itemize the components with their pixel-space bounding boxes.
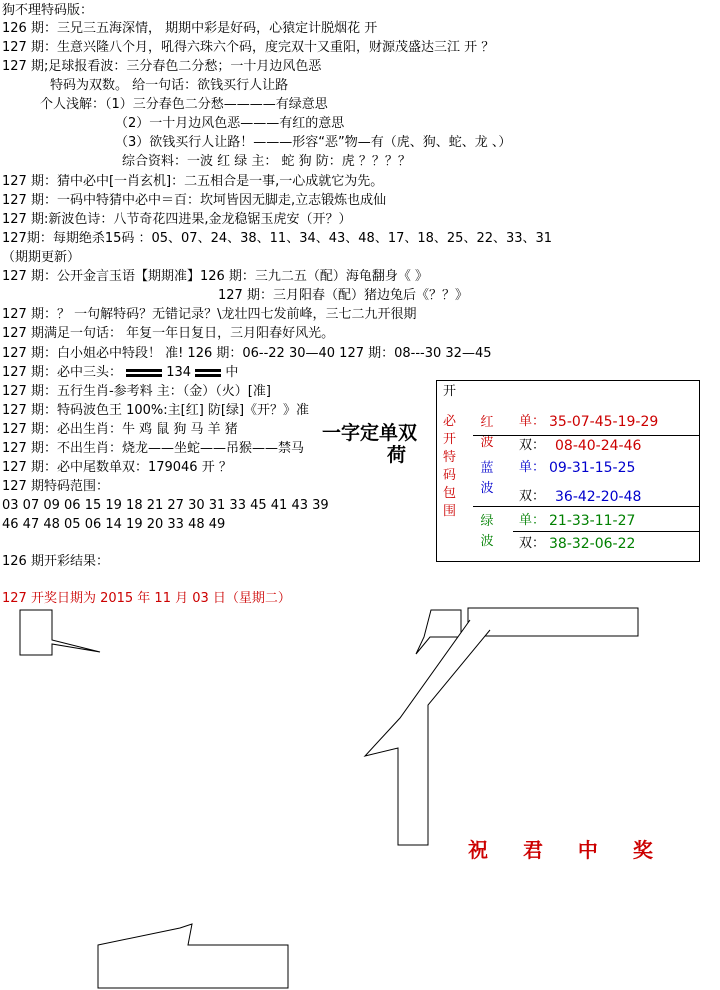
wave-char: 波 [480,534,494,549]
big-headline-2: 荷 [387,444,407,466]
text-line: 127 期：必出生肖：牛 鸡 鼠 狗 马 羊 猪 [2,422,238,437]
page-title: 狗不理特码版： [2,3,94,18]
red-shuang-numbers: 08-40-24-46 [555,438,642,454]
text-line: 127 期满足一句话： 年复一年日复日，三月阳春好风光。 [2,326,335,341]
caption-char: 码 [443,468,457,483]
banner-box [468,608,638,636]
big-headline: 一字定单双 [322,422,418,444]
text-line: 127 期：五行生肖-参考料 主：（金）（火）[准] [2,384,271,399]
text-line: 127 期：不出生肖：烧龙——坐蛇——吊猴——禁马 [2,441,304,456]
caption-char: 包 [443,486,457,501]
text-line: 126 期开彩结果： [2,554,109,569]
caption-char: 特 [443,450,457,465]
text-line: 127 期：？ 一句解特码？无错记录？\龙壮四七发前峰，三七二九开很期 [2,307,417,322]
open-label: 开 [443,384,457,399]
caption-char: 开 [443,432,457,447]
dan-label: 单： [519,414,546,429]
text-line: 127 期：三月阳春（配）猪边兔后《？？》 [218,288,468,303]
text-fragment: 134 [166,365,192,380]
caption-char: 必 [443,414,457,429]
text-line: 个人浅解：（1）三分春色二分愁————有绿意思 [40,97,328,112]
number-range: 46 47 48 05 06 14 19 20 33 48 49 [2,517,226,532]
blue-shuang-numbers: 36-42-20-48 [555,489,642,505]
text-line: （2）一十月边风色恶———有红的意思 [115,116,345,131]
text-line: 127期：每期绝杀15码 ：05、07、24、38、11、34、43、48、17、18、25、22、33、31 [2,231,553,246]
text-line: 127 期：生意兴隆八个月，吼得六珠六个码，度完双十又重阳，财源茂盛达三江 开 ？ [2,40,495,55]
blessing-text: 祝 君 中 奖 [468,838,667,862]
text-line: 126 期：三兄三五海深情， 期期中彩是好码，心猿定计脱烟花 开 [2,21,378,36]
wave-char: 红 [480,415,494,430]
caption-char: 围 [443,504,457,519]
shuang-label: 双： [519,536,546,551]
wave-char: 蓝 [480,461,494,476]
text-line: 127 期：必中尾数单双：179046 开 ？ [2,460,232,475]
shuang-label: 双： [519,438,546,453]
bottom-bubble [98,924,288,988]
text-line: 127 期特码范围： [2,479,109,494]
text-line: 127 期：白小姐必中特段！ 准! 126 期：06--22 30—40 127 期：08---30 32—45 [2,346,492,361]
dan-label: 单： [519,460,546,475]
text-line: （期期更新） [2,250,81,265]
wave-char: 绿 [480,514,494,529]
text-line: 特码为双数。 给一句话：欲钱买行人让路 [50,78,289,93]
draw-date: 127 开奖日期为 2015 年 11 月 03 日（星期二） [2,591,291,606]
wave-char: 波 [480,435,494,450]
red-dan-numbers: 35-07-45-19-29 [549,414,659,430]
arrow-callout [365,620,490,845]
text-line: 127 期:新波色诗：八节奇花四进果,金龙稳锯玉虎安（开？） [2,212,352,227]
blue-dan-numbers: 09-31-15-25 [549,460,636,476]
text-line: 127 期：公开金言玉语【期期准】126 期：三九二五（配）海龟翻身《 》 [2,269,429,284]
shuang-label: 双： [519,489,546,504]
text-fragment: 127 期：必中三头： [2,365,122,380]
green-shuang-numbers: 38-32-06-22 [549,536,636,552]
text-line: 127 期：一码中特猜中必中＝百：坎坷皆因无脚走,立志锻炼也成仙 [2,193,387,208]
text-line: 127 期：特码波色王 100%:主[红] 防[绿]《开？》准 [2,403,310,418]
speech-bubble-left [20,610,100,655]
text-line: 127 期;足球报看波：三分春色二分愁；一十月边风色恶 [2,59,322,74]
dan-label: 单： [519,513,546,528]
text-line: 综合资料：一波 红 绿 主： 蛇 狗 防：虎 ？？？？ [122,154,411,169]
text-line: 127 期：猜中必中[一肖玄机]：二五相合是一事,一心成就它为先。 [2,174,384,189]
text-fragment: 中 [225,365,239,380]
number-range: 03 07 09 06 15 19 18 21 27 30 31 33 45 41 43 39 [2,498,329,513]
wave-char: 波 [480,481,494,496]
green-dan-numbers: 21-33-11-27 [549,513,636,529]
text-line: （3）欲钱买行人让路！———形容“恶”物—有（虎、狗、蛇、龙 、） [115,135,512,150]
